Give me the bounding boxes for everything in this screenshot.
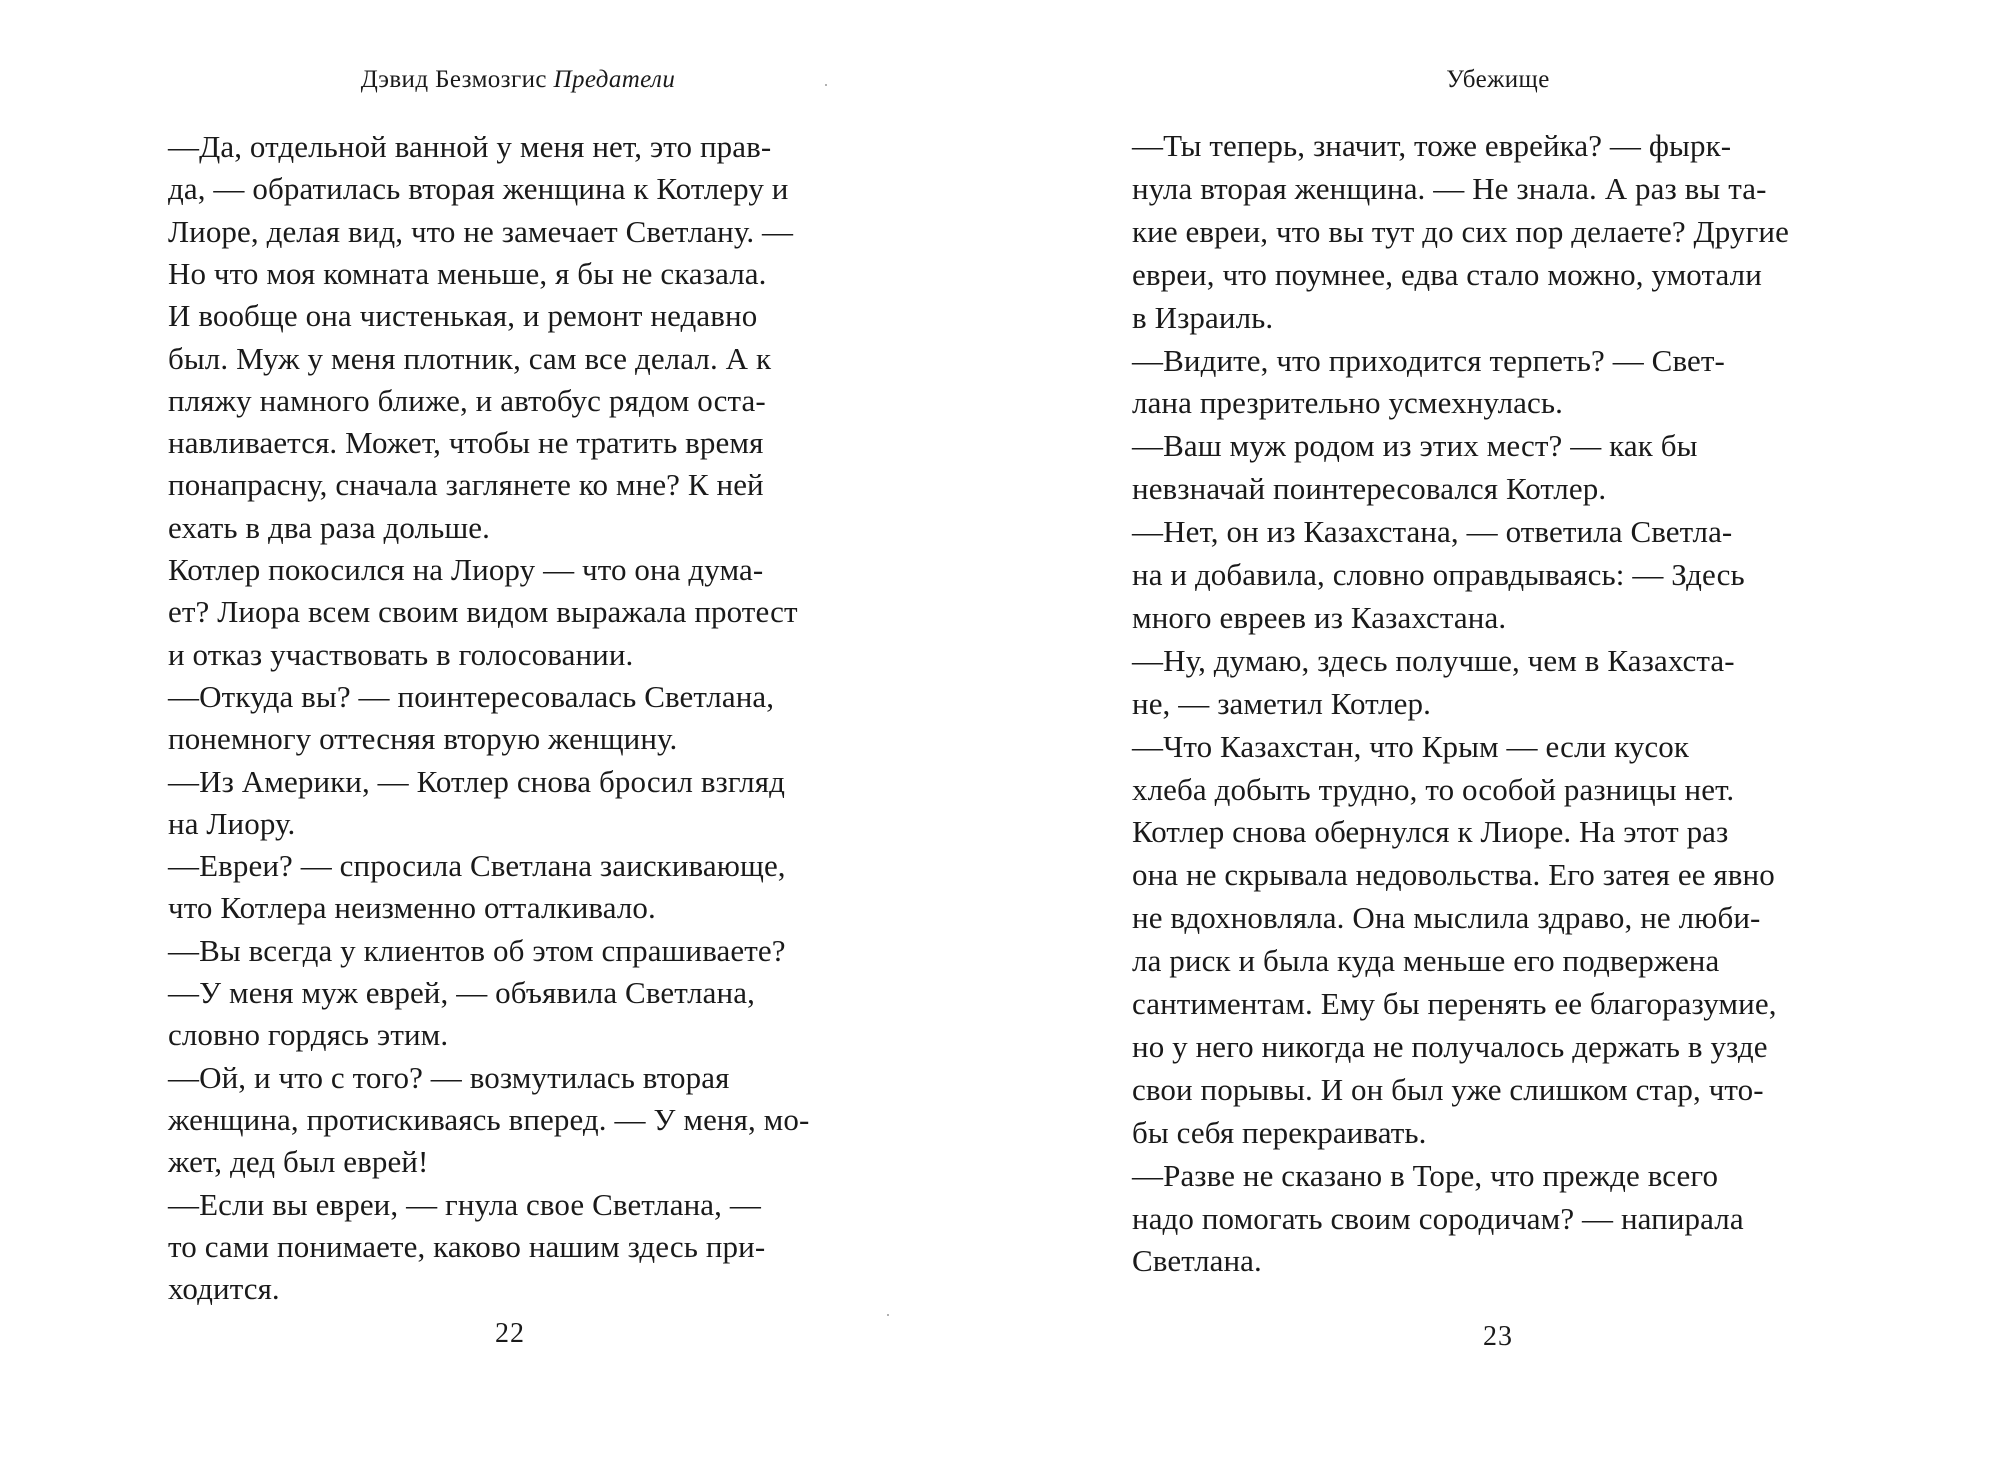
- text-line: не, — заметил Котлер.: [1132, 685, 1431, 721]
- text-line: и отказ участвовать в голосовании.: [168, 636, 634, 672]
- text-line: Лиоре, делая вид, что не замечает Светлану. —: [168, 213, 794, 249]
- text-line: —Ну, думаю, здесь получше, чем в Казахста-: [1132, 642, 1735, 678]
- text-line: —Если вы евреи, — гнула свое Светлана, —: [168, 1186, 761, 1222]
- text-line: свои порывы. И он был уже слишком стар, что-: [1132, 1071, 1764, 1107]
- text-line: Котлер снова обернулся к Лиоре. На этот раз: [1132, 814, 1729, 850]
- text-line: —Нет, он из Казахстана, — ответила Светла-: [1132, 514, 1733, 550]
- text-line: жет, дед был еврей!: [168, 1144, 429, 1180]
- text-line: невзначай поинтересовался Котлер.: [1132, 471, 1607, 507]
- text-line: в Израиль.: [1132, 299, 1274, 335]
- text-line: понапрасну, сначала заглянете ко мне? К ней: [168, 467, 764, 503]
- text-line: —Ты теперь, значит, тоже еврейка? — фырк-: [1132, 128, 1732, 163]
- text-line: Светлана.: [1132, 1243, 1262, 1279]
- left-running-head: [18, 66, 1018, 94]
- text-line: много евреев из Казахстана.: [1132, 599, 1507, 635]
- text-line: ет? Лиора всем своим видом выражала протест: [168, 594, 798, 630]
- right-page: [1000, 0, 2000, 1463]
- right-running-head: Убежище: [1446, 66, 1550, 93]
- print-speck: [825, 84, 827, 86]
- text-line: —Евреи? — спросила Светлана заискивающе,: [168, 848, 786, 884]
- text-line: сантиментам. Ему бы перенять ее благоразумие,: [1132, 986, 1777, 1021]
- text-line: навливается. Может, чтобы не тратить время: [168, 425, 764, 461]
- running-head-author: Дэвид Безмозгис: [360, 66, 547, 93]
- text-line: —Ой, и что с того? — возмутилась вторая: [168, 1059, 730, 1095]
- text-line: женщина, протискиваясь вперед. — У меня, мо-: [168, 1101, 810, 1137]
- text-line: —Что Казахстан, что Крым — если кусок: [1132, 728, 1690, 764]
- text-line: был. Муж у меня плотник, сам все делал. А к: [168, 340, 772, 376]
- text-line: словно гордясь этим.: [168, 1017, 449, 1053]
- text-line: —У меня муж еврей, — объявила Светлана,: [168, 975, 755, 1010]
- text-line: на Лиору.: [168, 805, 296, 841]
- text-line: —Вы всегда у клиентов об этом спрашиваете?: [168, 932, 786, 968]
- text-line: —Ваш муж родом из этих мест? — как бы: [1132, 428, 1698, 464]
- text-line: евреи, что поумнее, едва стало можно, умотали: [1132, 256, 1762, 292]
- right-page-number: 23: [1483, 1321, 1513, 1352]
- text-line: на и добавила, словно оправдываясь: — Здесь: [1132, 557, 1745, 592]
- text-line: что Котлера неизменно отталкивало.: [168, 890, 656, 926]
- text-line: ла риск и была куда меньше его подвержена: [1132, 943, 1720, 979]
- text-line: кие евреи, что вы тут до сих пор делаете? Другие: [1132, 213, 1789, 249]
- text-line: нула вторая женщина. — Не знала. А раз вы та-: [1132, 170, 1767, 206]
- text-line: то сами понимаете, каково нашим здесь при-: [168, 1228, 766, 1264]
- text-line: хлеба добыть трудно, то особой разницы нет.: [1132, 771, 1735, 807]
- text-line: —Видите, что приходится терпеть? — Свет-: [1132, 342, 1725, 378]
- text-line: но у него никогда не получалось держать в узде: [1132, 1028, 1768, 1064]
- text-line: —Да, отдельной ванной у меня нет, это прав-: [168, 129, 772, 164]
- text-line: понемногу оттесняя вторую женщину.: [168, 721, 678, 757]
- left-page-number: 22: [495, 1318, 525, 1349]
- text-line: она не скрывала недовольства. Его затея ее явно: [1132, 857, 1775, 893]
- text-line: Но что моя комната меньше, я бы не сказала.: [168, 255, 767, 291]
- text-line: надо помогать своим сородичам? — напирала: [1132, 1200, 1744, 1236]
- text-line: —Разве не сказано в Торе, что прежде всего: [1132, 1157, 1719, 1193]
- text-line: —Из Америки, — Котлер снова бросил взгляд: [168, 763, 785, 799]
- text-line: —Откуда вы? — поинтересовалась Светлана,: [168, 678, 775, 714]
- text-line: не вдохновляла. Она мыслила здраво, не люби-: [1132, 900, 1761, 936]
- text-line: бы себя перекраивать.: [1132, 1114, 1427, 1150]
- text-line: И вообще она чистенькая, и ремонт недавно: [168, 298, 758, 334]
- text-line: ехать в два раза дольше.: [168, 509, 490, 545]
- text-line: лана презрительно усмехнулась.: [1132, 385, 1563, 421]
- text-line: пляжу намного ближе, и автобус рядом оста-: [168, 382, 766, 418]
- print-speck: [887, 1314, 889, 1316]
- text-line: ходится.: [168, 1271, 280, 1307]
- running-head-book-title: Предатели: [553, 66, 676, 93]
- text-line: да, — обратилась вторая женщина к Котлеру и: [168, 171, 789, 207]
- text-line: Котлер покосился на Лиору — что она дума-: [168, 552, 764, 587]
